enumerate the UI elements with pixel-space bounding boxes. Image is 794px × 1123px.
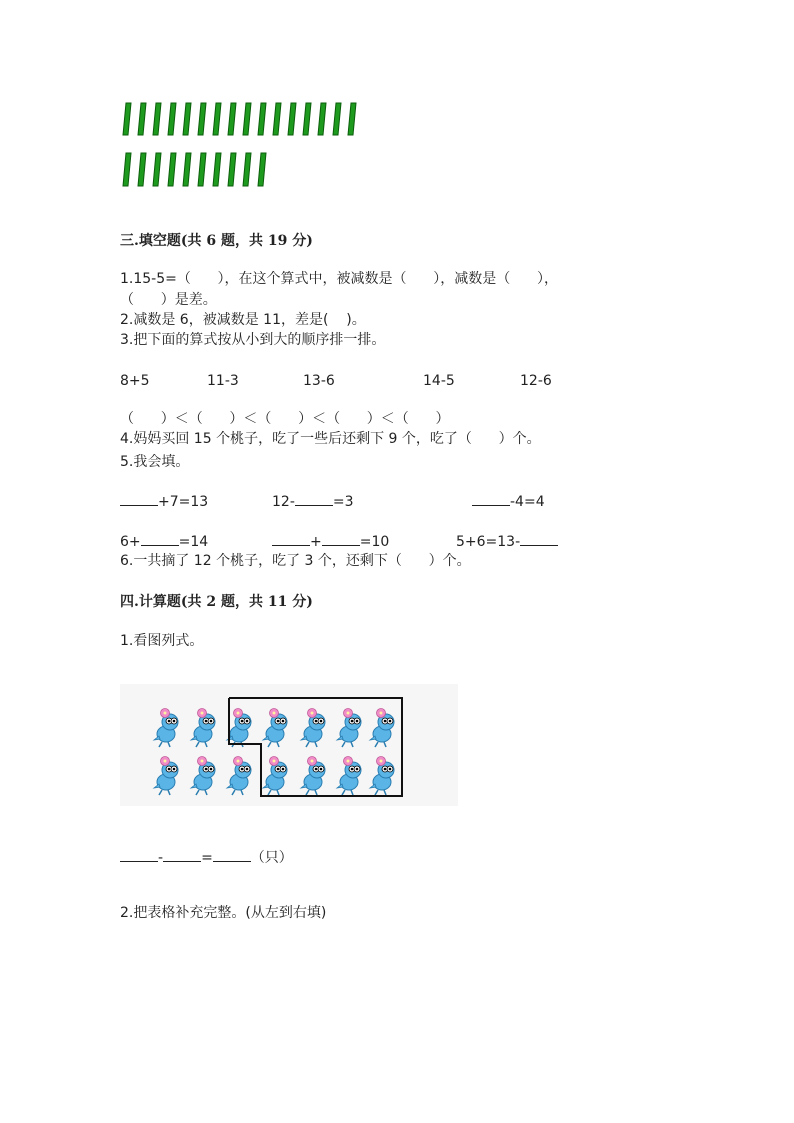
answer-blank[interactable] [141, 531, 179, 546]
counting-stick [213, 103, 221, 135]
counting-stick [228, 153, 236, 186]
birds-illustration [120, 684, 458, 806]
counting-stick [288, 103, 296, 135]
bird [154, 709, 178, 748]
question-3-1-line1: 1.15-5=（ ），在这个算式中，被减数是（ ），减数是（ ）， [120, 271, 558, 287]
question-4-2: 2.把表格补充完整。(从左到右填) [120, 905, 327, 921]
section-4-title: 四.计算题(共 2 题，共 11 分) [120, 594, 313, 610]
counting-stick [183, 153, 191, 186]
question-3-5: 5.我会填。 [120, 454, 190, 470]
counting-stick [123, 103, 131, 135]
answer-blank[interactable] [322, 531, 360, 546]
bird [301, 757, 325, 796]
expr-5: 12-6 [520, 373, 552, 389]
answer-blank[interactable] [295, 491, 333, 506]
bird [370, 757, 394, 796]
bird [337, 709, 361, 748]
counting-stick [183, 103, 191, 135]
answer-blank[interactable] [120, 847, 158, 862]
counting-stick [303, 103, 311, 135]
counting-stick [168, 153, 176, 186]
counting-stick [333, 103, 341, 135]
counting-stick [213, 153, 221, 186]
counting-stick [273, 103, 281, 135]
answer-blank[interactable] [120, 491, 158, 506]
counting-stick [318, 103, 326, 135]
question-3-2: 2.减数是 6，被减数是 11，差是( )。 [120, 312, 366, 328]
order-blanks: （ ）＜（ ）＜（ ）＜（ ）＜（ ） [120, 411, 450, 427]
birds-picture [120, 684, 458, 806]
expr-1: 8+5 [120, 373, 150, 389]
fill-item-2: 12- =3 [272, 491, 354, 512]
expr-2: 11-3 [207, 373, 239, 389]
counting-stick [258, 153, 266, 186]
bird [263, 757, 287, 796]
answer-blank[interactable] [213, 847, 251, 862]
fill-item-1: +7=13 [120, 491, 208, 512]
question-3-6: 6.一共摘了 12 个桃子，吃了 3 个，还剩下（ ）个。 [120, 553, 471, 569]
answer-blank[interactable] [163, 847, 201, 862]
counting-stick [198, 153, 206, 186]
section-3-title: 三.填空题(共 6 题，共 19 分) [120, 233, 313, 249]
fill-item-5: + =10 [272, 531, 389, 552]
stick-row-2 [123, 153, 266, 186]
counting-stick [258, 103, 266, 135]
counting-stick [243, 103, 251, 135]
bird [263, 709, 287, 748]
counting-stick [168, 103, 176, 135]
bird [154, 757, 178, 796]
counting-stick [138, 153, 146, 186]
expr-4: 14-5 [423, 373, 455, 389]
equation-answer-line: - = （只） [120, 847, 293, 868]
counting-stick [348, 103, 356, 135]
answer-blank[interactable] [520, 531, 558, 546]
question-3-1-line2: （ ）是差。 [120, 292, 217, 308]
question-4-1: 1.看图列式。 [120, 633, 204, 649]
counting-stick [153, 153, 161, 186]
answer-blank[interactable] [272, 531, 310, 546]
counting-stick [243, 153, 251, 186]
bird [370, 709, 394, 748]
counting-sticks [0, 0, 794, 200]
bird [191, 757, 215, 796]
bird [191, 709, 215, 748]
fill-item-6: 5+6=13- [456, 531, 558, 552]
answer-blank[interactable] [472, 491, 510, 506]
bird [337, 757, 361, 796]
counting-stick [198, 103, 206, 135]
counting-stick [228, 103, 236, 135]
fill-item-3: -4=4 [472, 491, 545, 512]
bird [301, 709, 325, 748]
counting-stick [138, 103, 146, 135]
stick-row-1 [123, 103, 356, 135]
counting-stick [153, 103, 161, 135]
bird [227, 757, 251, 796]
bird [227, 709, 251, 748]
question-3-4: 4.妈妈买回 15 个桃子，吃了一些后还剩下 9 个，吃了（ ）个。 [120, 431, 541, 447]
expr-3: 13-6 [303, 373, 335, 389]
counting-stick [123, 153, 131, 186]
fill-item-4: 6+ =14 [120, 531, 208, 552]
question-3-3: 3.把下面的算式按从小到大的顺序排一排。 [120, 332, 386, 348]
